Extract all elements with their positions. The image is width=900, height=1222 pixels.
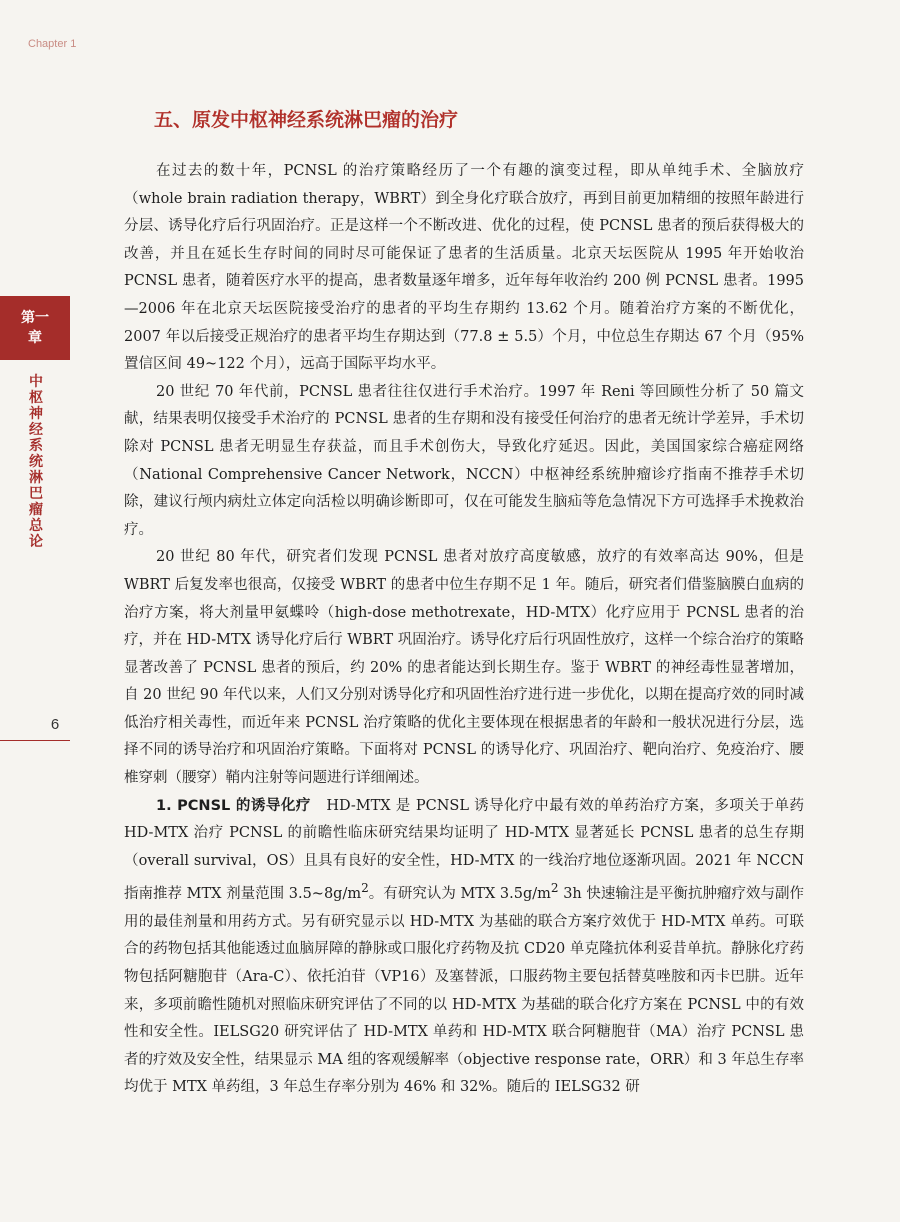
subsection-text-part3: 3h 快速输注是平衡抗肿瘤疗效与副作用的最佳剂量和用药方式。另有研究显示以 HD-MTX 为基础的联合方案疗效优于 HD-MTX 单药。可联合的药物包括其他能透过血脑屏障的静脉或口服化疗药物及抗 CD20 单克隆抗体利妥昔单抗。静脉化疗药物包括阿糖胞苷（Ara-C）、依托泊苷（VP16）及塞替派，口服药物主要包括替莫唑胺和丙卡巴肼。近年来，多项前瞻性随机对照临床研究评估了不同的以 HD-MTX 为基础的联合化疗方案在 PCNSL 中的有效性和安全性。IELSG20 研究评估了 HD-MTX 单药和 HD-MTX 联合阿糖胞苷（MA）治疗 PCNSL 患者的疗效及安全性，结果显示 MA 组的客观缓解率（objective response rate，ORR）和 3 年总生存率均优于 MTX 单药组，3 年总生存率分别为 46% 和 32%。随后的 IELSG32 研 [124,886,804,1096]
paragraph: 在过去的数十年，PCNSL 的治疗策略经历了一个有趣的演变过程，即从单纯手术、全脑放疗（whole brain radiation therapy，WBRT）到全身化疗联合放疗，再到目前更加精细的按照年龄进行分层、诱导化疗后行巩固治疗。正是这样一个不断改进、优化的过程，使 PCNSL 患者的预后获得极大的改善，并且在延长生存时间的同时尽可能保证了患者的生活质量。北京天坛医院从 1995 年开始收治 PCNSL 患者，随着医疗水平的提高，患者数量逐年增多，近年每年收治约 200 例 PCNSL 患者。1995—2006 年在北京天坛医院接受治疗的患者的平均生存期约 13.62 个月。随着治疗方案的不断优化，2007 年以后接受正规治疗的患者平均生存期达到（77.8 ± 5.5）个月，中位总生存期达 67 个月（95% 置信区间 49~122 个月），远高于国际平均水平。 [124,163,804,373]
superscript: 2 [361,881,369,896]
superscript: 2 [550,881,559,896]
chapter-tab-line1: 第一 [21,310,49,326]
paragraph: 20 世纪 70 年代前，PCNSL 患者往往仅进行手术治疗。1997 年 Reni 等回顾性分析了 50 篇文献，结果表明仅接受手术治疗的 PCNSL 患者的生存期和没有接受任何治疗的患者无统计学差异，手术切除对 PCNSL 患者无明显生存获益，而且手术创伤大，导致化疗延迟。因此，美国国家综合癌症网络（National Comprehensive Cancer Network，NCCN）中枢神经系统肿瘤诊疗指南不推荐手术切除，建议行颅内病灶立体定向活检以明确诊断即可，仅在可能发生脑疝等危急情况下方可选择手术挽救治疗。 [124,383,804,538]
page-number-rule [0,740,70,741]
chapter-label: Chapter 1 [28,38,77,50]
paragraph: 20 世纪 80 年代，研究者们发现 PCNSL 患者对放疗高度敏感，放疗的有效率高达 90%，但是 WBRT 后复发率也很高，仅接受 WBRT 的患者中位生存期不足 1 年。随后，研究者们借鉴脑膜白血病的治疗方案，将大剂量甲氨蝶呤（high-dose methotrexate，HD-MTX）化疗应用于 PCNSL 患者的治疗，并在 HD-MTX 诱导化疗后行 WBRT 巩固治疗。诱导化疗后行巩固性放疗，这样一个综合治疗的策略显著改善了 PCNSL 患者的预后，约 20% 的患者能达到长期生存。鉴于 WBRT 的神经毒性显著增加，自 20 世纪 90 年代以来，人们又分别对诱导化疗和巩固性治疗进行进一步优化，以期在提高疗效的同时减低治疗相关毒性，而近年来 PCNSL 治疗策略的优化主要体现在根据患者的年龄和一般状况进行分层，选择不同的诱导治疗和巩固治疗策略。下面将对 PCNSL 的诱导化疗、巩固治疗、靶向治疗、免疫治疗、腰椎穿刺（腰穿）鞘内注射等问题进行详细阐述。 [124,549,804,787]
main-content [124,108,804,1102]
subsection-paragraph [124,793,804,1102]
subsection-heading: 1. PCNSL 的诱导化疗 [156,797,311,814]
page-number: 6 [50,716,60,733]
chapter-side-title: 中枢神经系统淋巴瘤总论 [29,374,43,550]
subsection-text-part1: HD-MTX 是 PCNSL 诱导化疗中最有效的单药治疗方案，多项关于单药 HD-MTX 治疗 PCNSL 的前瞻性临床研究结果均证明了 HD-MTX 显著延长 PCNSL 患者的总生存期（overall survival，OS）且具有良好的安全性，HD-MTX 的一线治疗地位逐渐巩固。2021 年 NCCN 指南推荐 MTX 剂量范围 3.5~8g/m [124,797,804,903]
subsection-text-part2: 。有研究认为 MTX 3.5g/m [368,886,551,903]
chapter-tab-line2: 章 [28,330,42,346]
section-heading: 五、原发中枢神经系统淋巴瘤的治疗 [154,109,459,131]
chapter-tab [0,296,70,360]
